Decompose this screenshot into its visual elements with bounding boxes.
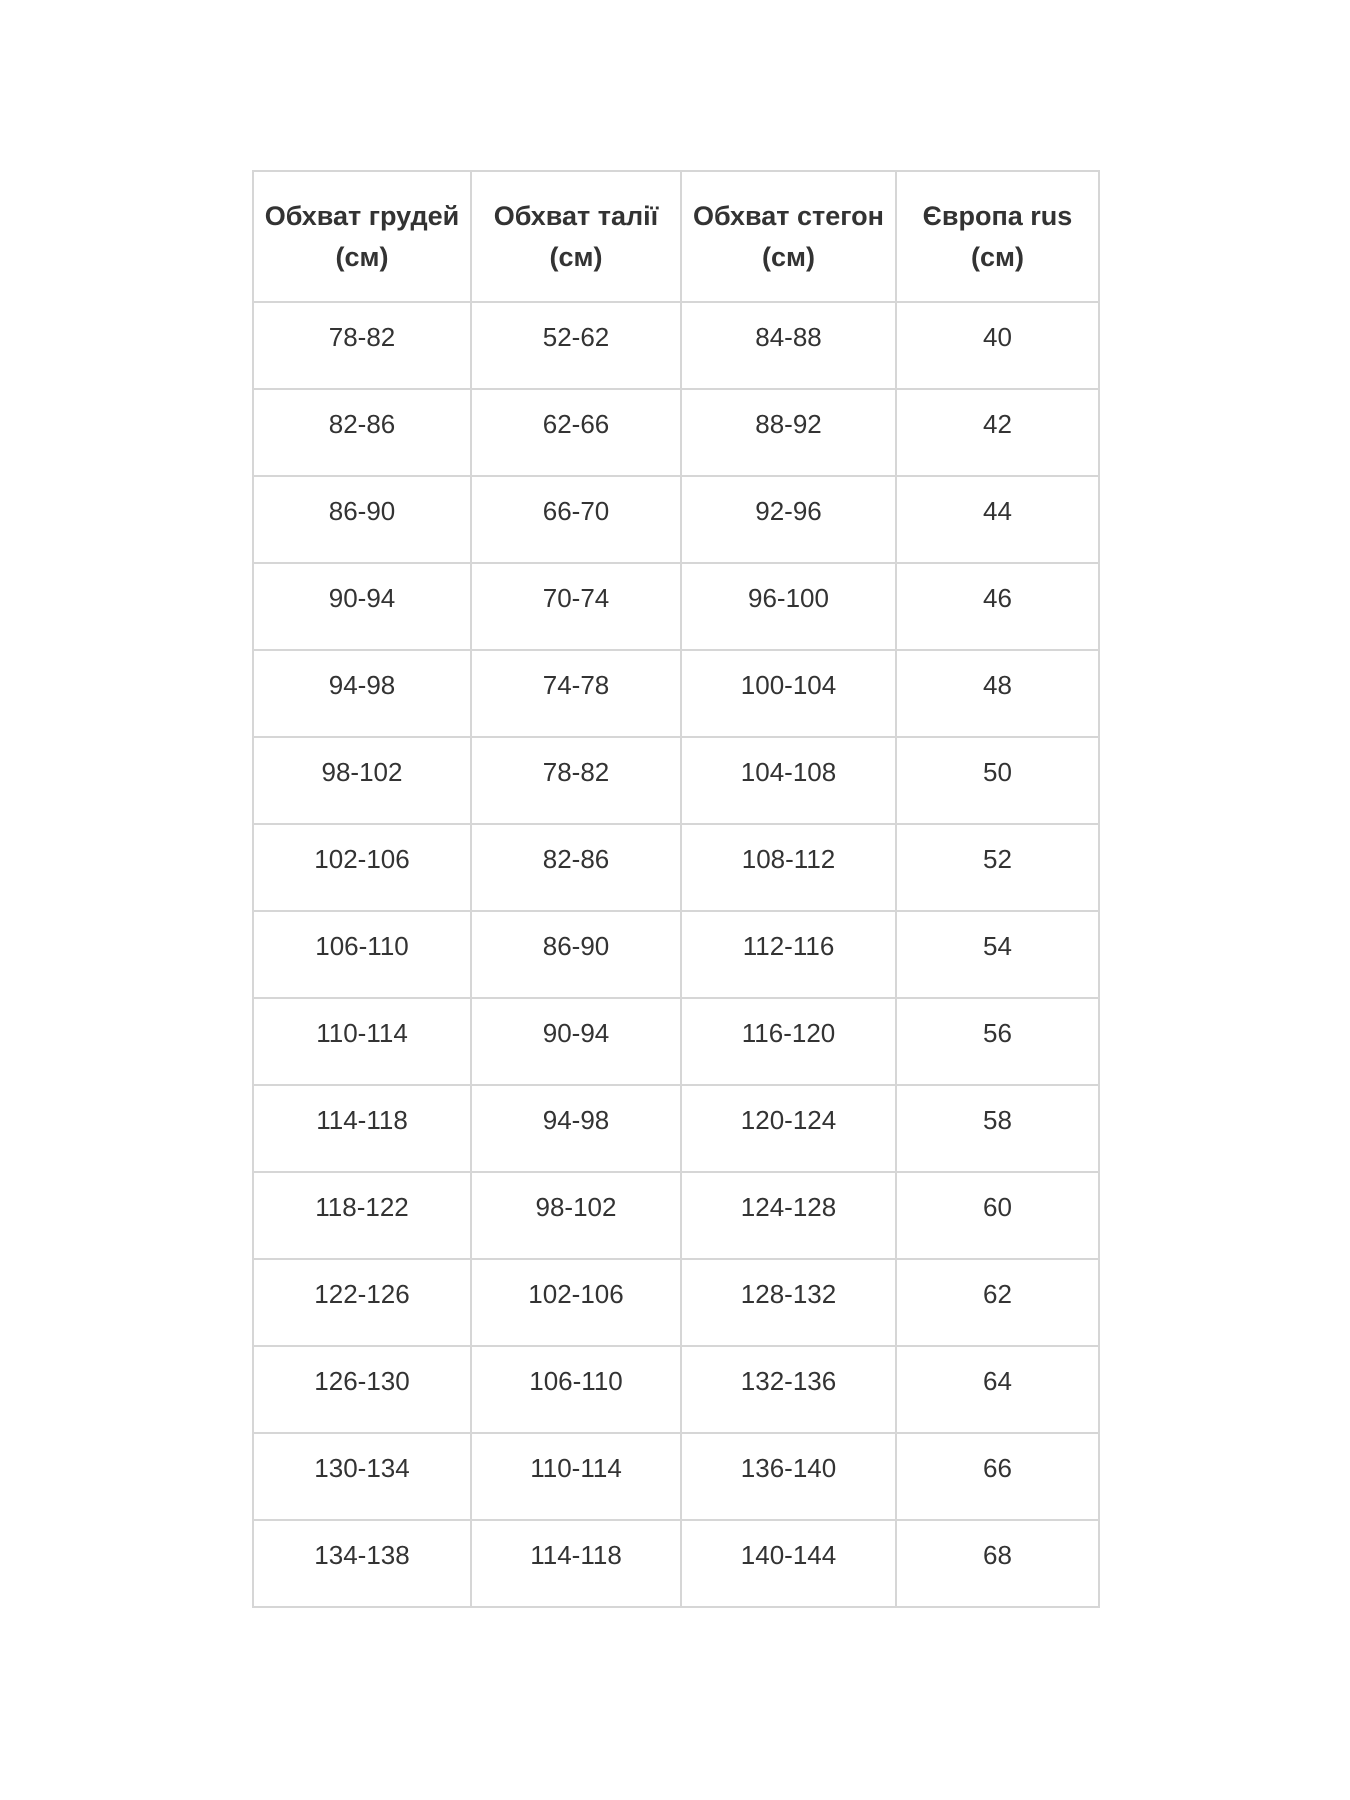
table-cell: 90-94	[253, 563, 471, 650]
column-header-europe: Європа rus (см)	[896, 171, 1099, 302]
table-row	[253, 389, 1099, 476]
table-cell: 94-98	[471, 1085, 681, 1172]
table-cell: 50	[896, 737, 1099, 824]
table-row	[253, 1520, 1099, 1607]
table-cell: 98-102	[471, 1172, 681, 1259]
table-cell: 66-70	[471, 476, 681, 563]
table-cell: 124-128	[681, 1172, 896, 1259]
table-cell: 88-92	[681, 389, 896, 476]
table-cell: 110-114	[471, 1433, 681, 1520]
table-cell: 52-62	[471, 302, 681, 389]
table-cell: 136-140	[681, 1433, 896, 1520]
table-row	[253, 998, 1099, 1085]
table-cell: 62	[896, 1259, 1099, 1346]
table-cell: 54	[896, 911, 1099, 998]
table-cell: 44	[896, 476, 1099, 563]
table-row	[253, 1172, 1099, 1259]
table-cell: 132-136	[681, 1346, 896, 1433]
table-cell: 114-118	[253, 1085, 471, 1172]
column-header-waist: Обхват талії (см)	[471, 171, 681, 302]
table-cell: 74-78	[471, 650, 681, 737]
table-cell: 62-66	[471, 389, 681, 476]
table-row	[253, 1259, 1099, 1346]
table-cell: 66	[896, 1433, 1099, 1520]
table-cell: 112-116	[681, 911, 896, 998]
table-row	[253, 1085, 1099, 1172]
table-cell: 126-130	[253, 1346, 471, 1433]
table-row	[253, 911, 1099, 998]
table-cell: 118-122	[253, 1172, 471, 1259]
table-cell: 130-134	[253, 1433, 471, 1520]
table-cell: 116-120	[681, 998, 896, 1085]
table-row	[253, 476, 1099, 563]
table-cell: 78-82	[471, 737, 681, 824]
table-cell: 106-110	[253, 911, 471, 998]
table-cell: 98-102	[253, 737, 471, 824]
table-cell: 64	[896, 1346, 1099, 1433]
table-cell: 100-104	[681, 650, 896, 737]
table-row	[253, 1433, 1099, 1520]
table-row	[253, 563, 1099, 650]
table-cell: 40	[896, 302, 1099, 389]
table-cell: 90-94	[471, 998, 681, 1085]
table-row	[253, 737, 1099, 824]
table-cell: 92-96	[681, 476, 896, 563]
table-cell: 82-86	[471, 824, 681, 911]
table-cell: 86-90	[471, 911, 681, 998]
table-cell: 86-90	[253, 476, 471, 563]
table-cell: 102-106	[471, 1259, 681, 1346]
table-row	[253, 1346, 1099, 1433]
table-row	[253, 302, 1099, 389]
table-cell: 104-108	[681, 737, 896, 824]
table-cell: 94-98	[253, 650, 471, 737]
table-cell: 68	[896, 1520, 1099, 1607]
size-table-header-row	[253, 171, 1099, 302]
table-cell: 58	[896, 1085, 1099, 1172]
table-cell: 84-88	[681, 302, 896, 389]
table-cell: 102-106	[253, 824, 471, 911]
table-cell: 110-114	[253, 998, 471, 1085]
table-cell: 114-118	[471, 1520, 681, 1607]
size-chart-table	[252, 170, 1100, 1608]
table-cell: 82-86	[253, 389, 471, 476]
table-cell: 128-132	[681, 1259, 896, 1346]
table-cell: 78-82	[253, 302, 471, 389]
table-cell: 120-124	[681, 1085, 896, 1172]
size-table-body	[253, 302, 1099, 1607]
table-cell: 60	[896, 1172, 1099, 1259]
table-cell: 108-112	[681, 824, 896, 911]
table-cell: 140-144	[681, 1520, 896, 1607]
table-cell: 96-100	[681, 563, 896, 650]
table-row	[253, 824, 1099, 911]
table-row	[253, 650, 1099, 737]
table-cell: 46	[896, 563, 1099, 650]
table-cell: 52	[896, 824, 1099, 911]
column-header-hips: Обхват стегон (см)	[681, 171, 896, 302]
table-cell: 56	[896, 998, 1099, 1085]
table-cell: 122-126	[253, 1259, 471, 1346]
table-cell: 70-74	[471, 563, 681, 650]
table-cell: 106-110	[471, 1346, 681, 1433]
table-cell: 42	[896, 389, 1099, 476]
table-cell: 48	[896, 650, 1099, 737]
table-cell: 134-138	[253, 1520, 471, 1607]
column-header-chest: Обхват грудей (см)	[253, 171, 471, 302]
